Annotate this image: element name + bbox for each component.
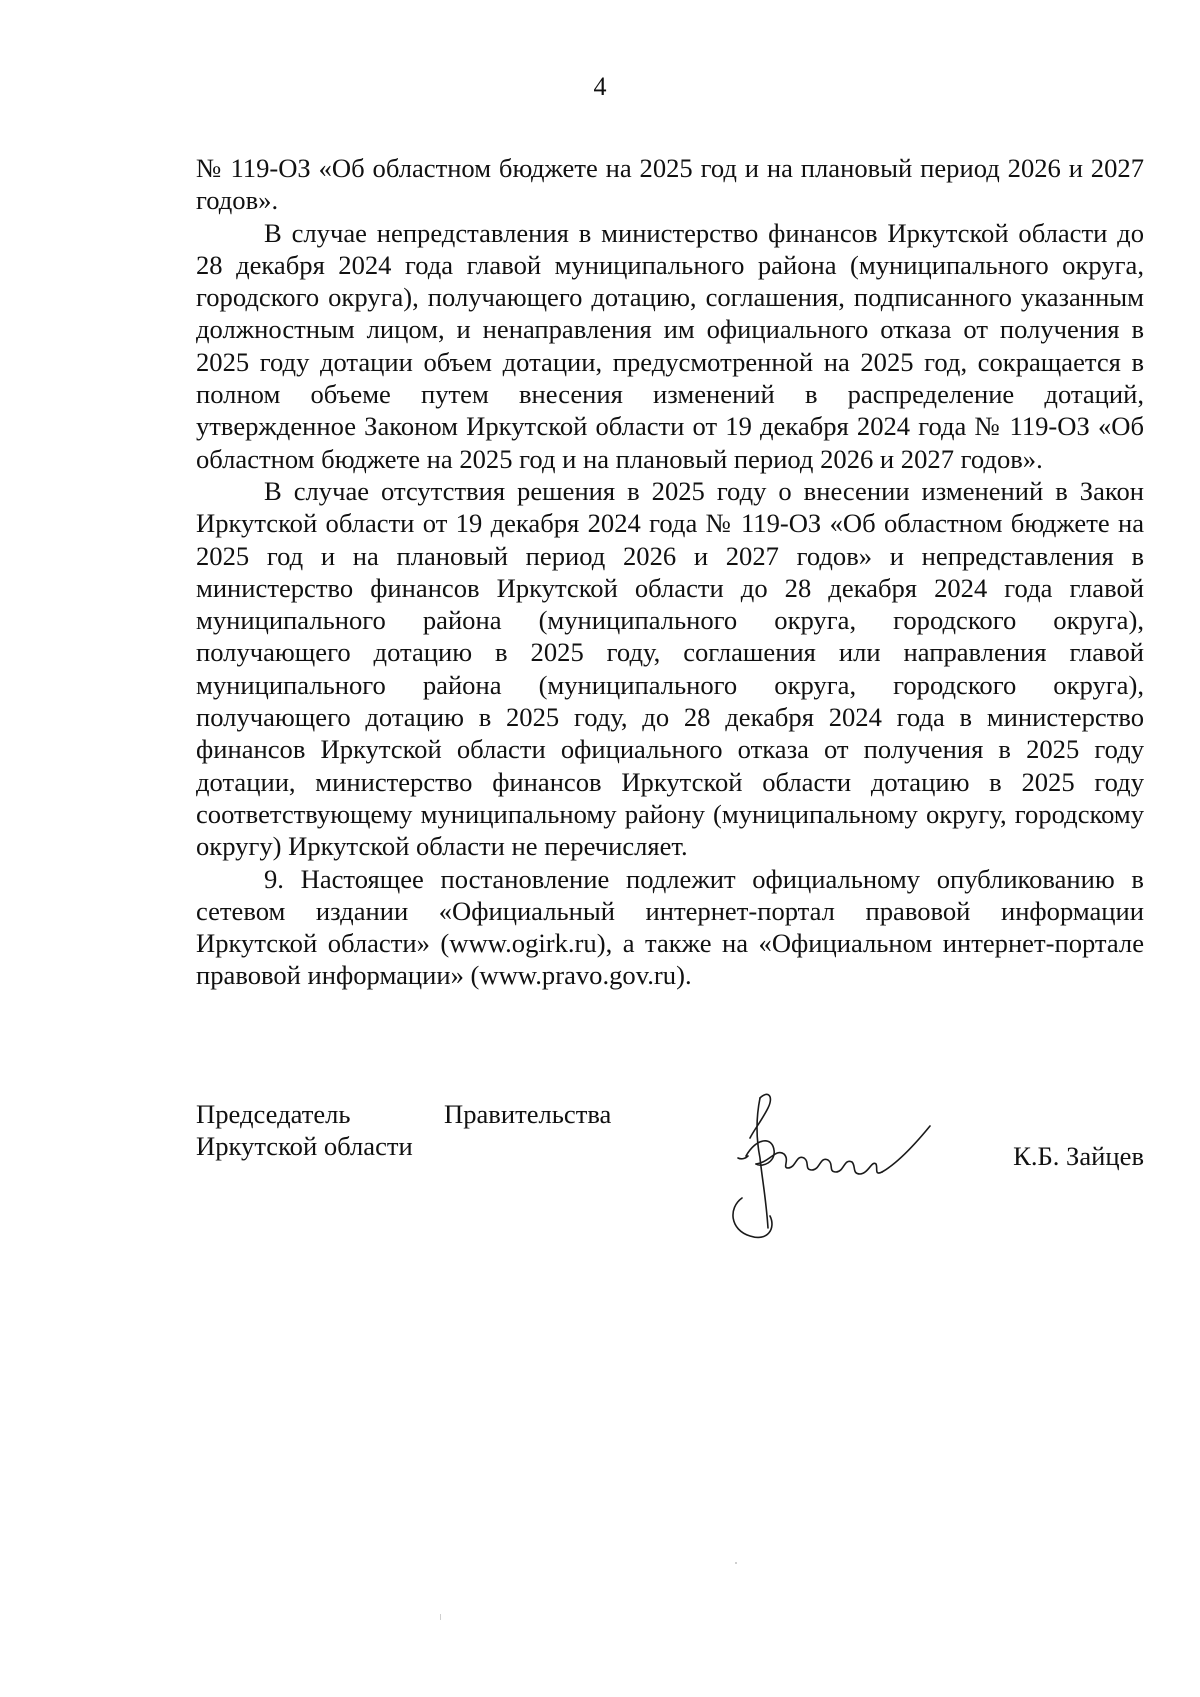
signatory-name: К.Б. Зайцев: [1013, 1141, 1144, 1171]
paragraph-continuation: № 119-ОЗ «Об областном бюджете на 2025 год и на плановый период 2026 и 2027 годов».: [196, 153, 1144, 216]
page-number: 4: [593, 72, 607, 101]
scan-artifact: [440, 1614, 441, 1620]
paragraph-no-decision-case: В случае отсутствия решения в 2025 году о внесении изменений в Закон Иркутской области от 19 декабря 2024 года № 119-ОЗ «Об областном бюджете на 2025 год и на плановый период 2026 и 2027 годов» и непредставления в министерство финансов Иркутской области до 28 декабря 2024 года главой муниципального района (муниципального округа, городского округа), получающего дотацию в 2025 году, соглашения или направления главой муниципального района (муниципального округа, городского округа), получающего дотацию в 2025 году, до 28 декабря 2024 года в министерство финансов Иркутской области официального отказа от получения в 2025 году дотации, министерство финансов Иркутской области дотацию в 2025 году соответствующему муниципальному району (муниципальному округу, городскому округу) Иркутской области не перечисляет.: [196, 475, 1144, 862]
signatory-title-region: Иркутской области: [196, 1131, 413, 1161]
signatory-title-government: Правительства: [444, 1099, 612, 1129]
scan-artifact: [735, 1562, 737, 1564]
document-body: [196, 152, 1144, 992]
paragraph-publication-clause: 9. Настоящее постановление подлежит официальному опубликованию в сетевом издании «Официальный интернет-портал правовой информации Иркутской области» (www.ogirk.ru), а также на «Официальном интернет-портале правовой информации» (www.pravo.gov.ru).: [196, 863, 1144, 991]
signatory-title-chairman: Председатель: [196, 1099, 351, 1129]
handwritten-signature-icon: [716, 1078, 956, 1248]
signature-block: [196, 1098, 1144, 1298]
paragraph-nonsubmission-case: В случае непредставления в министерство финансов Иркутской области до 28 декабря 2024 года главой муниципального района (муниципального округа, городского округа), получающего дотацию, соглашения, подписанного указанным должностным лицом, и ненаправления им официального отказа от получения в 2025 году дотации объем дотации, предусмотренной на 2025 год, сокращается в полном объеме путем внесения изменений в распределение дотаций, утвержденное Законом Иркутской области от 19 декабря 2024 года № 119-ОЗ «Об областном бюджете на 2025 год и на плановый период 2026 и 2027 годов».: [196, 217, 1144, 474]
